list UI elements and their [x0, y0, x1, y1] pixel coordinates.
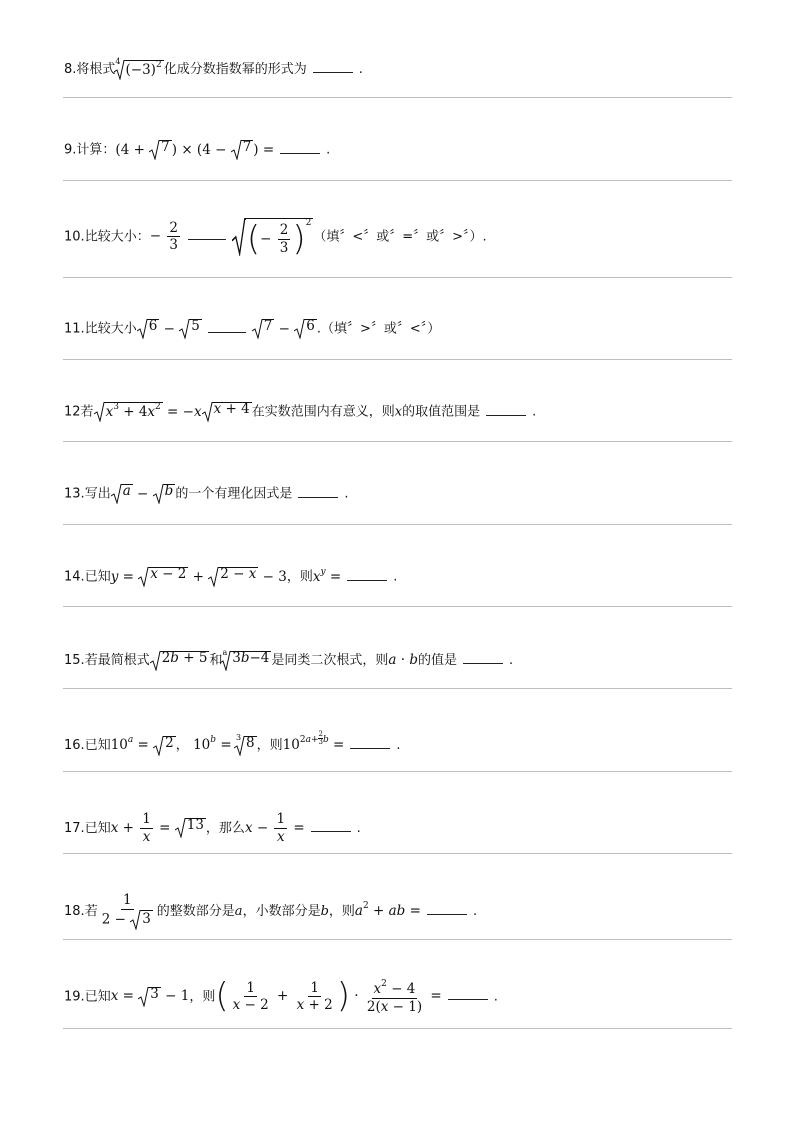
question-text: 将根式 [76, 62, 116, 77]
math-expression: $10^b = ^3$ 8 [189, 737, 257, 753]
math-expression: 2b + 5 [150, 652, 210, 668]
math-expression: y = x − 2 + 2 − x − 3 [111, 569, 287, 585]
math-expression: (4 + 7 ) × (4 − 7 ) = [115, 142, 274, 158]
question-16: 16.已知$10^a$ = 2 ， $10^b = ^3$ 8 ，则$10^{2a+ \frac{2}{3} b}$ = . [64, 731, 732, 756]
math-expression: $x^3 + 4x^2$ = −x x + 4 [94, 404, 252, 420]
question-number: 8. [64, 62, 77, 77]
answer-blank[interactable] [427, 904, 467, 915]
divider [63, 606, 732, 607]
divider [63, 180, 732, 181]
question-17: 17.已知x + $\frac{1}{x}$ = 13 ，那么x − $\frac{1}{x}$ = . [64, 811, 361, 845]
math-expression: − $\frac{2}{3}$ [149, 219, 178, 254]
answer-blank[interactable] [280, 143, 320, 154]
divider [63, 939, 732, 940]
question-9: 9.计算：(4 + 7 ) × (4 − 7 ) = . [64, 140, 732, 160]
divider [63, 277, 732, 278]
math-expression: $10^a$ = 2 [111, 737, 176, 753]
answer-blank[interactable] [188, 229, 226, 240]
math-expression: (− $\frac{2}{3}$ )$^2$ [232, 228, 313, 244]
question-19: 19.已知x = 3 − 1，则( $\frac{1}{x - 2}$ + $\frac{1}{x + 2}$ ) · $\frac{x^2 - 4}{2(x - 1)}$ = . [64, 976, 498, 1017]
divider [63, 524, 732, 525]
question-8: 8.将根式$^4$ $(-3)^2$ 化成分数指数幂的形式为 . [64, 57, 363, 78]
question-13: 13.写出 a − b 的一个有理化因式是 . [64, 484, 732, 504]
math-expression: 6 − 5 [137, 321, 202, 337]
divider [63, 853, 732, 854]
math-expression: $^a$ 3b−4 [222, 652, 271, 668]
math-expression: x + $\frac{1}{x}$ = 13 [110, 811, 204, 845]
answer-blank[interactable] [311, 821, 351, 832]
divider [63, 771, 732, 772]
answer-blank[interactable] [347, 570, 387, 581]
math-expression: ( $\frac{1}{x - 2}$ + $\frac{1}{x + 2}$ ) · $\frac{x^2 - 4}{2(x - 1)}$ = [215, 976, 442, 1017]
divider [63, 1028, 732, 1029]
question-10: 10.比较大小：− $\frac{2}{3}$ (− $\frac{2}{3}$ )$^2$ （填〞<〞或〞=〞或〞>〞）. [64, 218, 487, 260]
answer-blank[interactable] [448, 989, 488, 1000]
answer-blank[interactable] [350, 738, 390, 749]
answer-blank[interactable] [208, 322, 246, 333]
math-expression: x = 3 − 1 [111, 988, 190, 1004]
question-11: 11.比较大小 6 − 5 7 − 6 .（填〞>〞或〞<〞） [64, 319, 732, 339]
math-expression: 1 2 − 3 [98, 903, 157, 919]
divider [63, 359, 732, 360]
math-expression: a − b [111, 486, 176, 502]
question-14: 14.已知y = x − 2 + 2 − x − 3，则$x^y$ = . [64, 567, 732, 587]
answer-blank[interactable] [298, 487, 338, 498]
answer-blank[interactable] [486, 405, 526, 416]
math-expression: $^4$ $(-3)^2$ [115, 57, 162, 78]
answer-blank[interactable] [463, 653, 503, 664]
answer-blank[interactable] [313, 62, 353, 73]
math-expression: 7 − 6 [252, 321, 317, 337]
question-18: 18.若 1 2 − 3 的整数部分是a，小数部分是b，则$a^2$ + ab = . [64, 893, 732, 930]
divider [63, 97, 732, 98]
question-12: 12若 $x^3 + 4x^2$ = −x x + 4 在实数范围内有意义，则x的取值范围是 . [64, 401, 537, 420]
question-15: 15.若最简根式 2b + 5 和$^a$ 3b−4 是同类二次根式，则a · b的值是 . [64, 649, 732, 671]
question-text: 化成分数指数幂的形式为 [163, 62, 307, 77]
divider [63, 441, 732, 442]
divider [63, 688, 732, 689]
